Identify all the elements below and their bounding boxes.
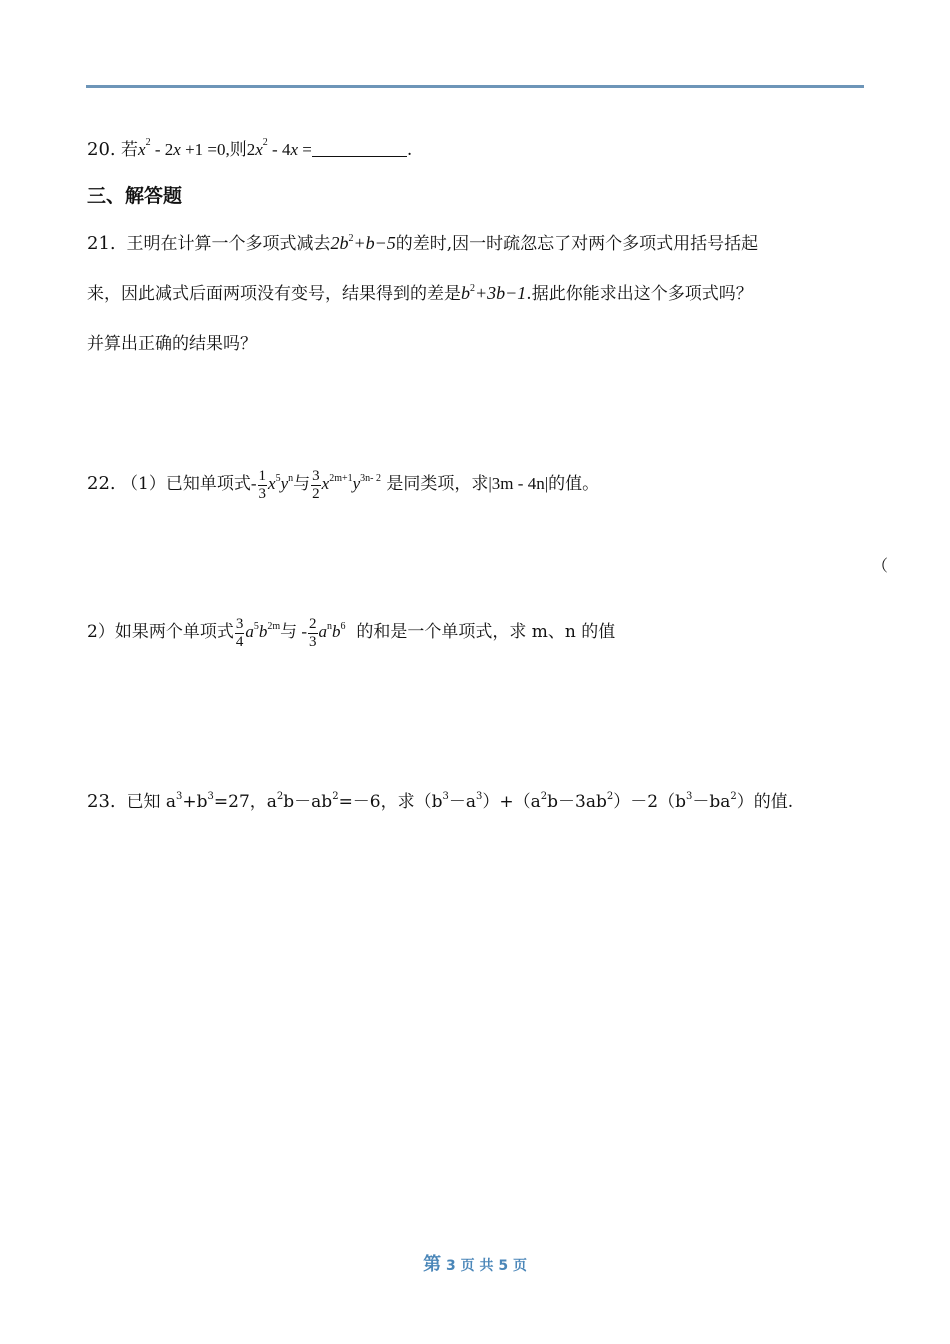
answer-blank[interactable] [312, 138, 407, 157]
header-rule [86, 85, 864, 88]
page-footer: 第 3 页 共 5 页 [423, 1254, 527, 1275]
question-21-line-2: 来，因此减式后面两项没有变号，结果得到的差是$b^2+3b-1$.据此你能求出这个多项式吗？ [87, 283, 753, 304]
question-number: 23. [87, 791, 116, 812]
question-number: 21. [87, 233, 116, 254]
continuation-paren: （ [872, 556, 889, 575]
math-expression: - $\frac{1}{3}$ $x^5y^n$与 $\frac{3}{2}$ $x^{2m+1}y^{3n- 2}$ [250, 468, 381, 502]
math-expression: $\frac{3}{4}$ $a^5b^{2m}$与 - $\frac{2}{3}$ $a^nb^6$ [235, 616, 346, 650]
question-21-line-3: 并算出正确的结果吗？ [87, 334, 257, 354]
question-number: 20. [87, 139, 116, 160]
math-expression: $2b^2+b-5$ [330, 233, 396, 253]
question-22-part-1: 22. （1）已知单项式- $\frac{1}{3}$ $x^5y^n$与 $\frac{3}{2}$ $x^{2m+1}y^{3n- 2}$ 是同类项，求|3m - 4n|的值。 [87, 468, 600, 502]
total-pages: 5 [498, 1258, 509, 1274]
math-expression: $b^2+3b-1$ [461, 283, 527, 303]
page-number: 3 [445, 1258, 456, 1274]
question-text: 已知 $a^3+b^3=27$，$a^2b-ab^2=-6$，求$(b^3-a^3)+(a^2b-3ab^2)-2(b^3-ba^2)$的值. [126, 791, 794, 812]
question-number: 22. [87, 472, 116, 494]
section-heading: 三、解答题 [87, 185, 183, 207]
question-23 [87, 791, 793, 813]
math-expression: $x^2 - 2x +1 =0$,则$2x^2 - 4x$ = [138, 137, 312, 159]
math-expression: |3m - 4n| [488, 473, 549, 493]
question-text: 若 [121, 140, 139, 160]
question-21-line-1: 21. 王明在计算一个多项式减去$2b^2+b-5$的差时,因一时疏忽忘了对两个多项式用括号括起 [87, 233, 759, 254]
question-20: 20. 若$x^2 - 2x +1 =0$,则$2x^2 - 4x$ = . [87, 137, 413, 160]
question-22-part-2: 2）如果两个单项式 $\frac{3}{4}$ $a^5b^{2m}$与 - $\frac{2}{3}$ $a^nb^6$ 的和是一个单项式，求 m、n 的值 [87, 616, 616, 650]
